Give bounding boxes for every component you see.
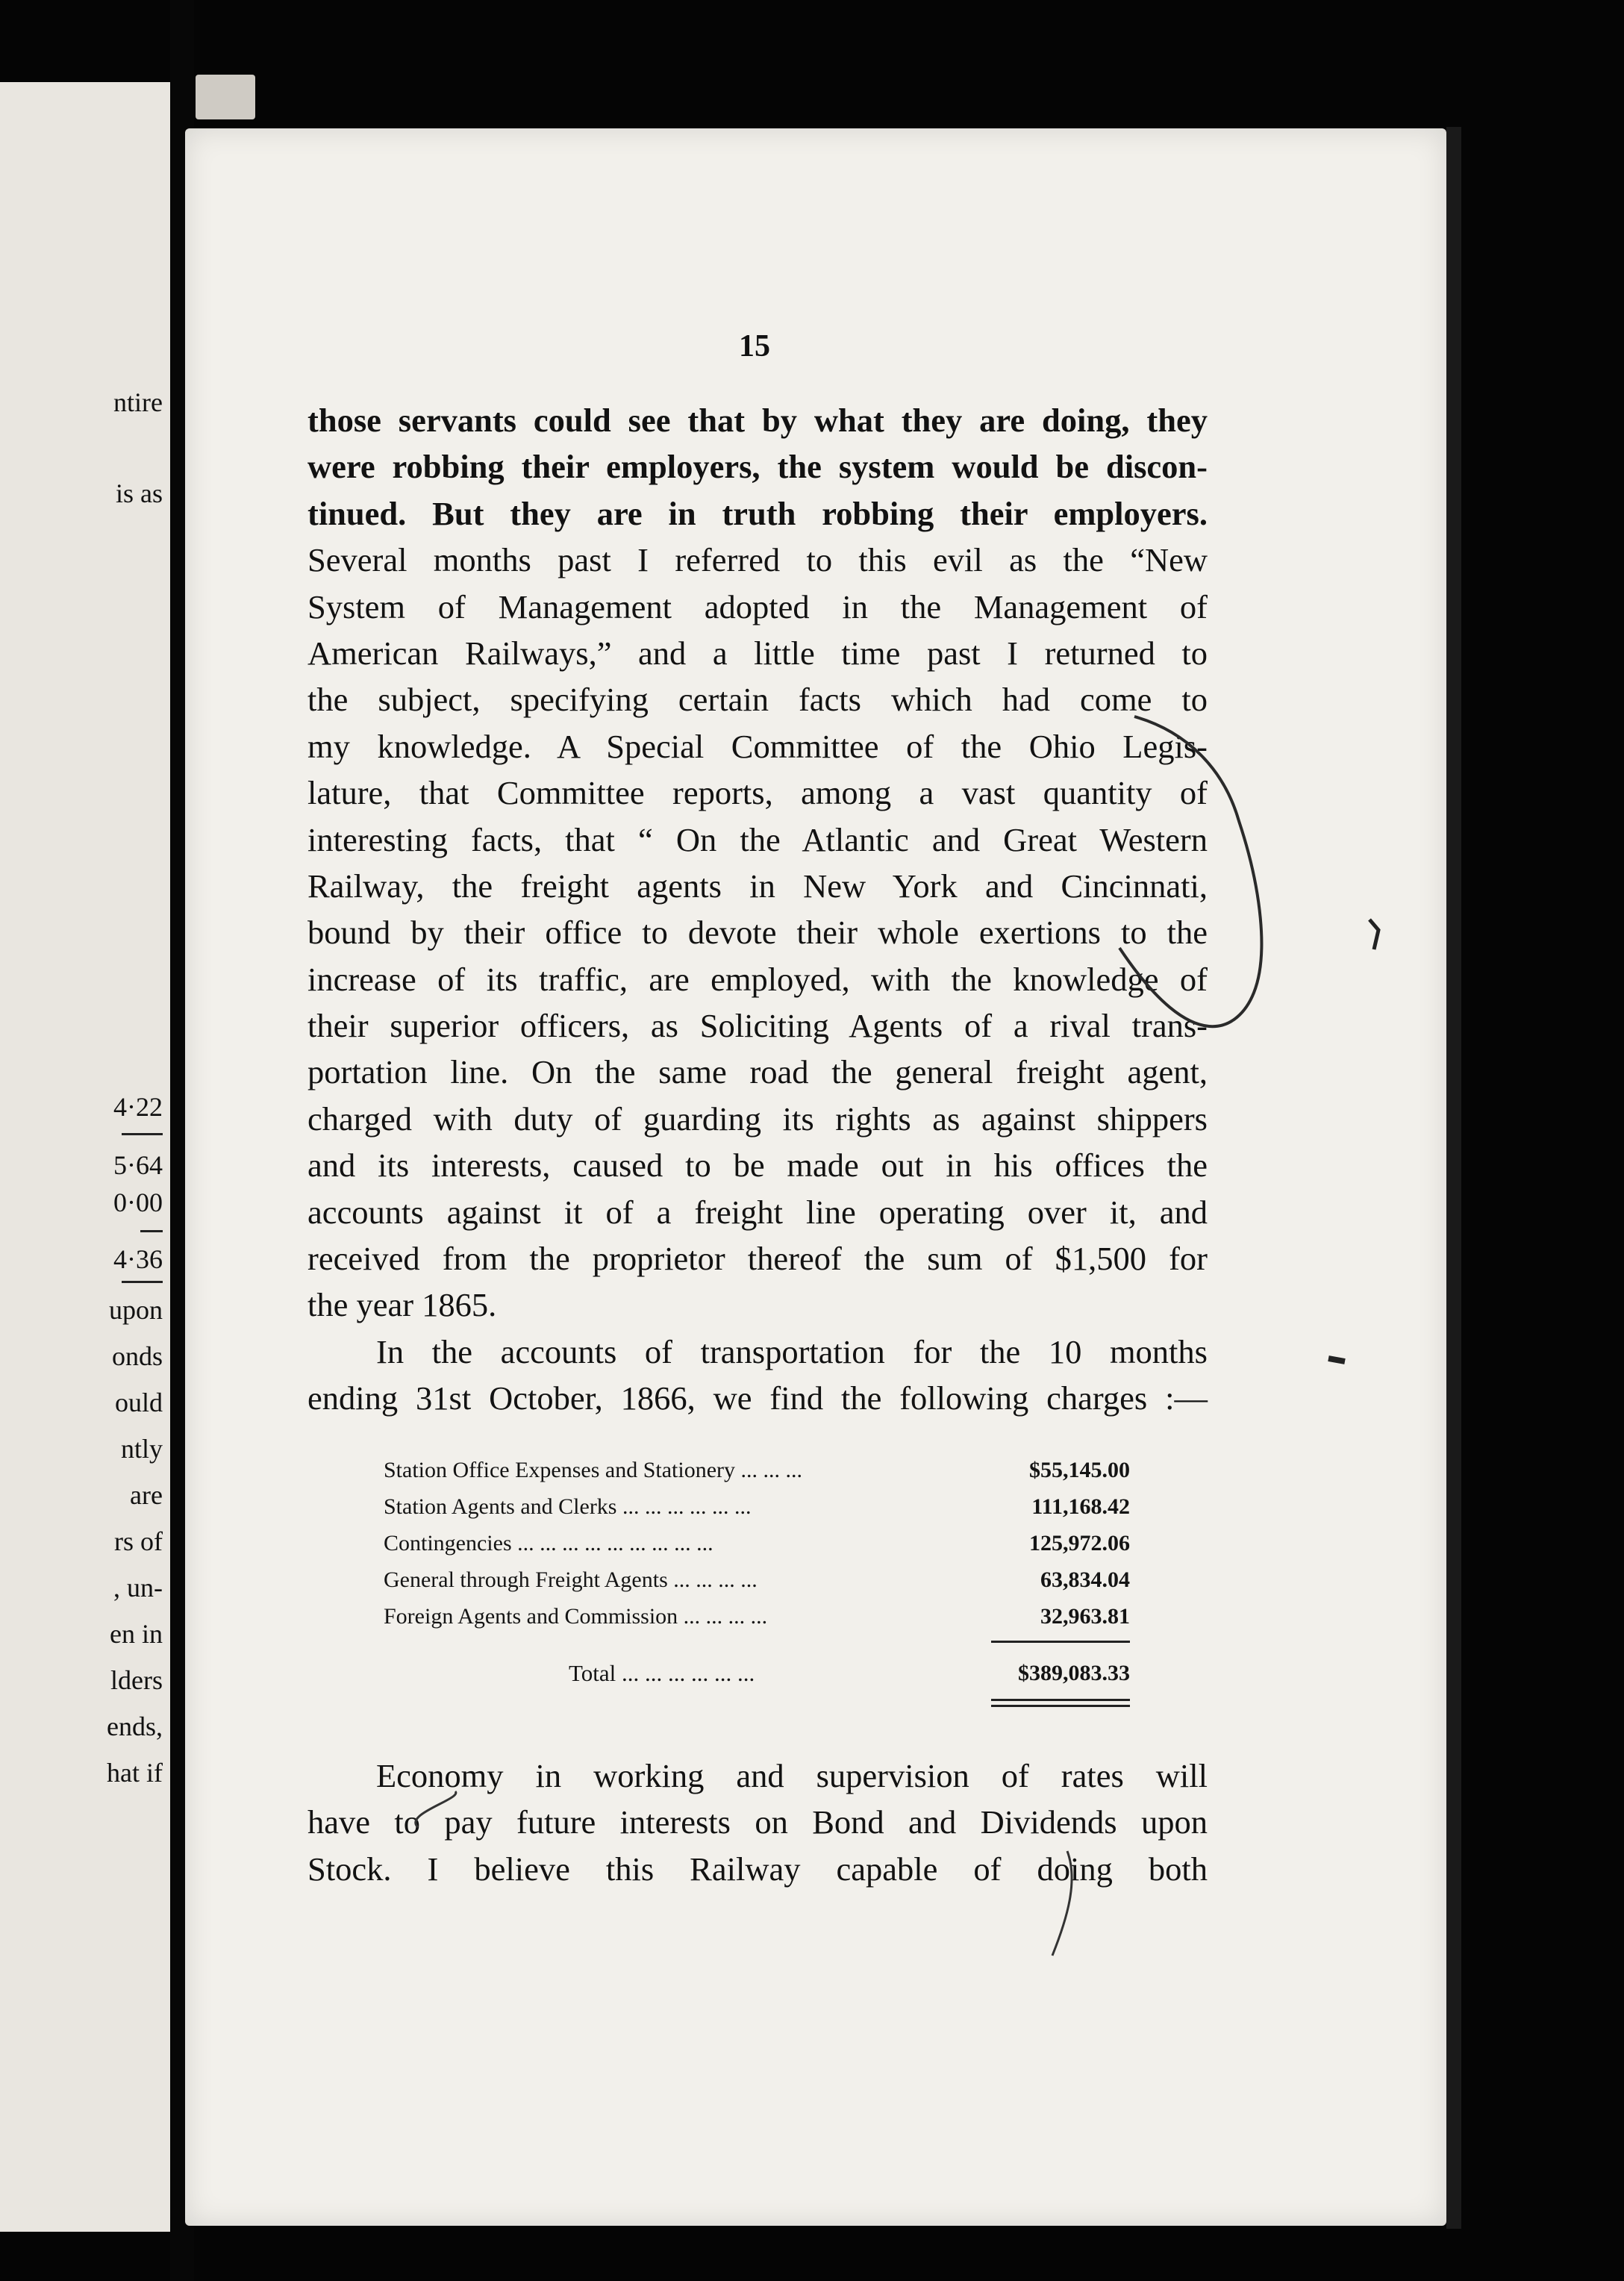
table-total-row — [384, 1651, 1130, 1696]
paragraph-3 — [307, 1753, 1208, 1892]
table-row-amount: 125,972.06 — [1029, 1531, 1130, 1555]
left-fragment: 5·64 — [113, 1150, 163, 1180]
left-fragment: 0·00 — [113, 1188, 163, 1217]
left-fragment: en in — [110, 1619, 163, 1649]
page-edge-shadow — [1446, 127, 1461, 2229]
table-row — [384, 1598, 1130, 1635]
text-line: In the accounts of transportation for the 10 months — [376, 1332, 1208, 1370]
text-line: my knowledge. A Special Committee of the Ohio Legis- — [307, 727, 1208, 765]
table-row-label: Foreign Agents and Commission ... ... ... ... — [384, 1604, 768, 1629]
left-fragment: ends, — [107, 1711, 163, 1741]
text-line: ending 31st October, 1866, we find the following charges :— — [307, 1379, 1208, 1417]
page-tab — [196, 75, 255, 119]
sum-rule — [384, 1635, 1130, 1647]
text-line: the year 1865. — [307, 1286, 497, 1324]
table-row — [384, 1452, 1130, 1488]
left-fragment: ntire — [113, 387, 163, 417]
left-fragment: ould — [114, 1388, 163, 1417]
text-line: increase of its traffic, are employed, with the knowledge of — [307, 960, 1208, 998]
table-row-label: Contingencies ... ... ... ... ... ... ... ... ... — [384, 1531, 713, 1555]
table-row — [384, 1488, 1130, 1525]
text-line: interesting facts, that “ On the Atlantic and Great Western — [307, 820, 1208, 858]
text-line: tinued. But they are in truth robbing their employers. — [307, 494, 1208, 532]
text-line: bound by their office to devote their whole exertions to the — [307, 914, 1208, 952]
text-line: have to pay future interests on Bond and Dividends upon — [307, 1803, 1208, 1841]
left-fragment: upon — [109, 1295, 163, 1325]
text-line: accounts against it of a freight line operating over it, and — [307, 1193, 1208, 1231]
paragraph-2 — [307, 1329, 1208, 1422]
text-line: Railway, the freight agents in New York and Cincinnati, — [307, 867, 1208, 905]
text-line: lature, that Committee reports, among a vast quantity of — [307, 774, 1208, 812]
table-row-amount: 111,168.42 — [1031, 1494, 1130, 1519]
text-line: Economy in working and supervision of rates will — [376, 1757, 1208, 1794]
text-line: their superior officers, as Soliciting Agents of a rival trans- — [307, 1007, 1208, 1045]
left-facing-page — [0, 82, 175, 2232]
left-rule — [122, 1281, 163, 1283]
left-fragment: hat if — [107, 1758, 163, 1788]
table-row-label: General through Freight Agents ... ... ... ... — [384, 1567, 758, 1592]
text-line: the subject, specifying certain facts which had come to — [307, 681, 1208, 719]
text-line: and its interests, caused to be made out in his offices the — [307, 1146, 1208, 1185]
left-fragment: , un- — [113, 1573, 163, 1603]
left-fragment: ntly — [120, 1434, 163, 1464]
text-line: were robbing their employers, the system would be discon- — [307, 448, 1208, 486]
table-row — [384, 1525, 1130, 1561]
text-line: those servants could see that by what they are doing, they — [307, 402, 1208, 439]
body-text — [307, 397, 1208, 1422]
left-rule — [140, 1230, 163, 1232]
text-line: Stock. I believe this Railway capable of doing both — [307, 1850, 1208, 1888]
paragraph-1 — [307, 397, 1208, 1329]
left-rule — [122, 1133, 163, 1135]
text-line: charged with duty of guarding its rights as against shippers — [307, 1099, 1208, 1138]
text-line: received from the proprietor thereof the sum of $1,500 for — [307, 1240, 1208, 1278]
table-row-amount: 63,834.04 — [1040, 1567, 1130, 1592]
text-line: Several months past I referred to this evil as the “New — [307, 541, 1208, 579]
text-line: System of Management adopted in the Management of — [307, 587, 1208, 625]
left-fragment: onds — [111, 1341, 163, 1371]
table-row — [384, 1561, 1130, 1598]
table-row-amount: $55,145.00 — [1029, 1458, 1130, 1482]
table-row-label: Station Office Expenses and Stationery ... ... ... — [384, 1458, 803, 1482]
charges-table — [384, 1452, 1130, 1717]
table-row-label: Station Agents and Clerks ... ... ... ... ... ... — [384, 1494, 752, 1519]
page-number: 15 — [739, 329, 770, 363]
left-fragment: rs of — [114, 1526, 163, 1556]
left-fragment: is as — [116, 478, 163, 508]
text-line: portation line. On the same road the general freight agent, — [307, 1053, 1208, 1091]
double-rule — [384, 1696, 1130, 1717]
text-line: American Railways,” and a little time past I returned to — [307, 634, 1208, 672]
left-fragment: lders — [110, 1665, 163, 1695]
table-row-amount: 32,963.81 — [1040, 1604, 1130, 1629]
total-amount: $389,083.33 — [1018, 1661, 1130, 1685]
left-fragment: 4·36 — [113, 1244, 163, 1274]
total-label: Total ... ... ... ... ... ... — [569, 1660, 755, 1686]
left-fragment: are — [130, 1480, 163, 1510]
left-fragment: 4·22 — [113, 1092, 163, 1122]
